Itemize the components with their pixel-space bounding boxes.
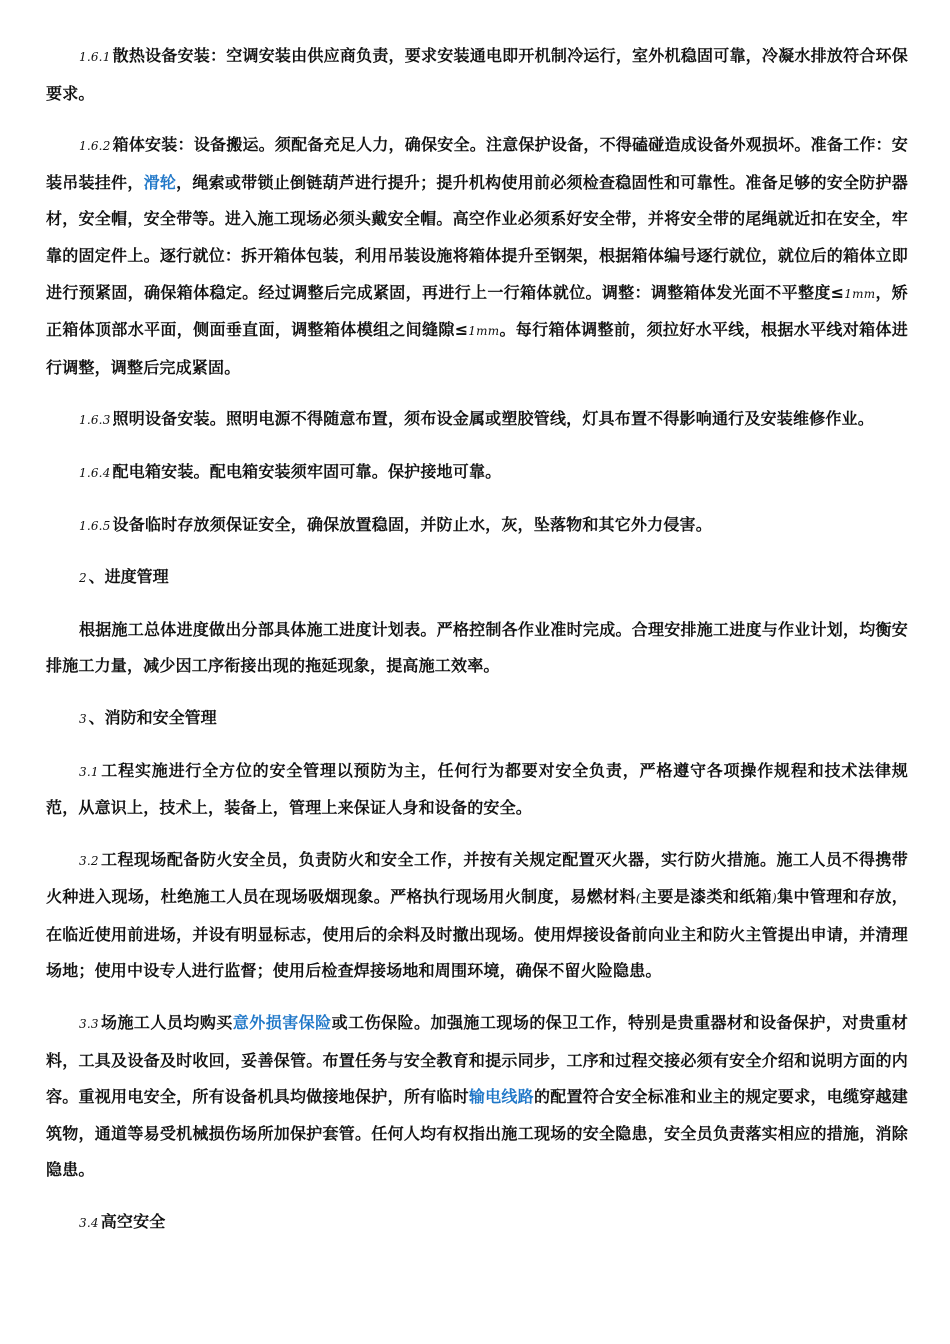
- section-number: 3.1: [79, 764, 99, 779]
- section-number: 1.6.2: [79, 139, 111, 154]
- heading-number: 3: [79, 711, 87, 726]
- paren-close: ): [772, 891, 777, 906]
- link-pulley[interactable]: 滑轮: [143, 172, 177, 192]
- unit-text: 1mm: [844, 286, 876, 301]
- unit-text: 1mm: [468, 324, 500, 339]
- section-text: ，矫正箱体顶部水平面，侧面垂直面，调整箱体模组之间缝隙≤: [46, 282, 908, 340]
- heading-fire-safety-management: [46, 700, 908, 738]
- link-power-line[interactable]: 输电线路: [468, 1087, 534, 1107]
- section-text: 工程现场配备防火安全员，负责防火和安全工作，并按有关规定配置灭火器，实行防火措施。施工人员不得携带火种进入现场，杜绝施工人员在现场吸烟现象。严格执行现场用火制度，易燃材料: [46, 849, 908, 907]
- section-number: 1.6.4: [79, 465, 111, 480]
- section-text: ，绳索或带锁止倒链葫芦进行提升；提升机构使用前必须检查稳固性和可靠性。准备足够的安全防护器材，安全帽，安全带等。进入施工现场必须头戴安全帽。高空作业必须系好安全带，并将安全带的尾绳就近扣在安全，牢靠的固定件上。逐行就位：拆开箱体包装，利用吊装设施将箱体提升至钢架，根据箱体编号逐行就位，就位后的箱体立即进行预紧固，确保箱体稳定。经过调整后完成紧固，再进行上一行箱体就位。调整：调整箱体发光面不平整度≤: [46, 172, 908, 302]
- section-text: 高空安全: [100, 1212, 166, 1232]
- paren-open: (: [635, 891, 641, 906]
- section-1-6-1: [46, 38, 908, 112]
- section-number: 3.4: [79, 1216, 99, 1231]
- section-3-1: [46, 753, 908, 827]
- section-1-6-4: [46, 454, 908, 492]
- section-1-6-5: [46, 507, 908, 545]
- section-text: 场施工人员均购买: [100, 1013, 233, 1033]
- heading-schedule-management: [46, 559, 908, 597]
- section-text: 工程实施进行全方位的安全管理以预防为主，任何行为都要对安全负责，严格遵守各项操作规程和技术法律规范，从意识上，技术上，装备上，管理上来保证人身和设备的安全。: [46, 760, 908, 818]
- section-text: 照明设备安装。照明电源不得随意布置，须布设金属或塑胶管线，灯具布置不得影响通行及安装维修作业。: [112, 409, 874, 429]
- section-text: 的配置符合安全标准和业主的规定要求，电缆穿越建筑物，通道等易受机械损伤场所加保护套管。任何人均有权指出施工现场的安全隐患，安全员负责落实相应的措施，消除隐患。: [46, 1087, 908, 1180]
- section-number: 1.6.5: [79, 518, 111, 533]
- section-1-6-2: [46, 127, 908, 386]
- section-text: 配电箱安装。配电箱安装须牢固可靠。保护接地可靠。: [112, 461, 502, 481]
- paragraph-text: 根据施工总体进度做出分部具体施工进度计划表。严格控制各作业准时完成。合理安排施工进度与作业计划，均衡安排施工力量，减少因工序衔接出现的拖延现象，提高施工效率。: [46, 619, 908, 676]
- heading-number: 2: [79, 571, 87, 586]
- heading-text: 消防和安全管理: [104, 707, 217, 727]
- section-number: 1.6.3: [79, 413, 111, 428]
- section-3-2: [46, 842, 908, 990]
- section-text: 散热设备安装：空调安装由供应商负责，要求安装通电即开机制冷运行，室外机稳固可靠，冷凝水排放符合环保要求。: [46, 46, 908, 103]
- heading-separator: 、: [88, 567, 105, 587]
- section-text: 主要是漆类和纸箱: [640, 887, 773, 907]
- section-number: 1.6.1: [79, 50, 111, 64]
- section-1-6-3: [46, 401, 908, 439]
- heading-text: 进度管理: [104, 567, 169, 587]
- section-text: 或工伤保险。加强施工现场的保卫工作，特别是贵重器材和设备保护，对贵重材料，工具及设备及时收回，妥善保管。布置任务与安全教育和提示同步，工序和过程交接必须有安全介绍和说明方面的内容。重视用电安全，所有设备机具均做接地保护，所有临时: [46, 1013, 908, 1107]
- heading-separator: 、: [88, 707, 105, 727]
- document-page: [46, 38, 908, 1257]
- link-accident-insurance[interactable]: 意外损害保险: [232, 1013, 332, 1033]
- section-3-3: [46, 1005, 908, 1189]
- section-number: 3.3: [79, 1017, 99, 1032]
- section-text: 。每行箱体调整前，须拉好水平线，根据水平线对箱体进行调整，调整后完成紧固。: [46, 320, 908, 377]
- section-text: 设备临时存放须保证安全，确保放置稳固，并防止水，灰，坠落物和其它外力侵害。: [112, 514, 712, 534]
- section-text: 集中管理和存放，在临近使用前进场，并设有明显标志，使用后的余料及时撤出现场。使用焊接设备前向业主和防火主管提出申请，并清理场地；使用中设专人进行监督；使用后检查焊接场地和周围环境，确保不留火险隐患。: [46, 887, 908, 981]
- paragraph-schedule: [46, 612, 908, 685]
- section-text: 箱体安装：设备搬运。须配备充足人力，确保安全。注意保护设备，不得磕碰造成设备外观损坏。准备工作：安装吊装挂件，: [46, 135, 908, 192]
- section-number: 3.2: [79, 853, 99, 868]
- section-3-4: [46, 1204, 908, 1242]
